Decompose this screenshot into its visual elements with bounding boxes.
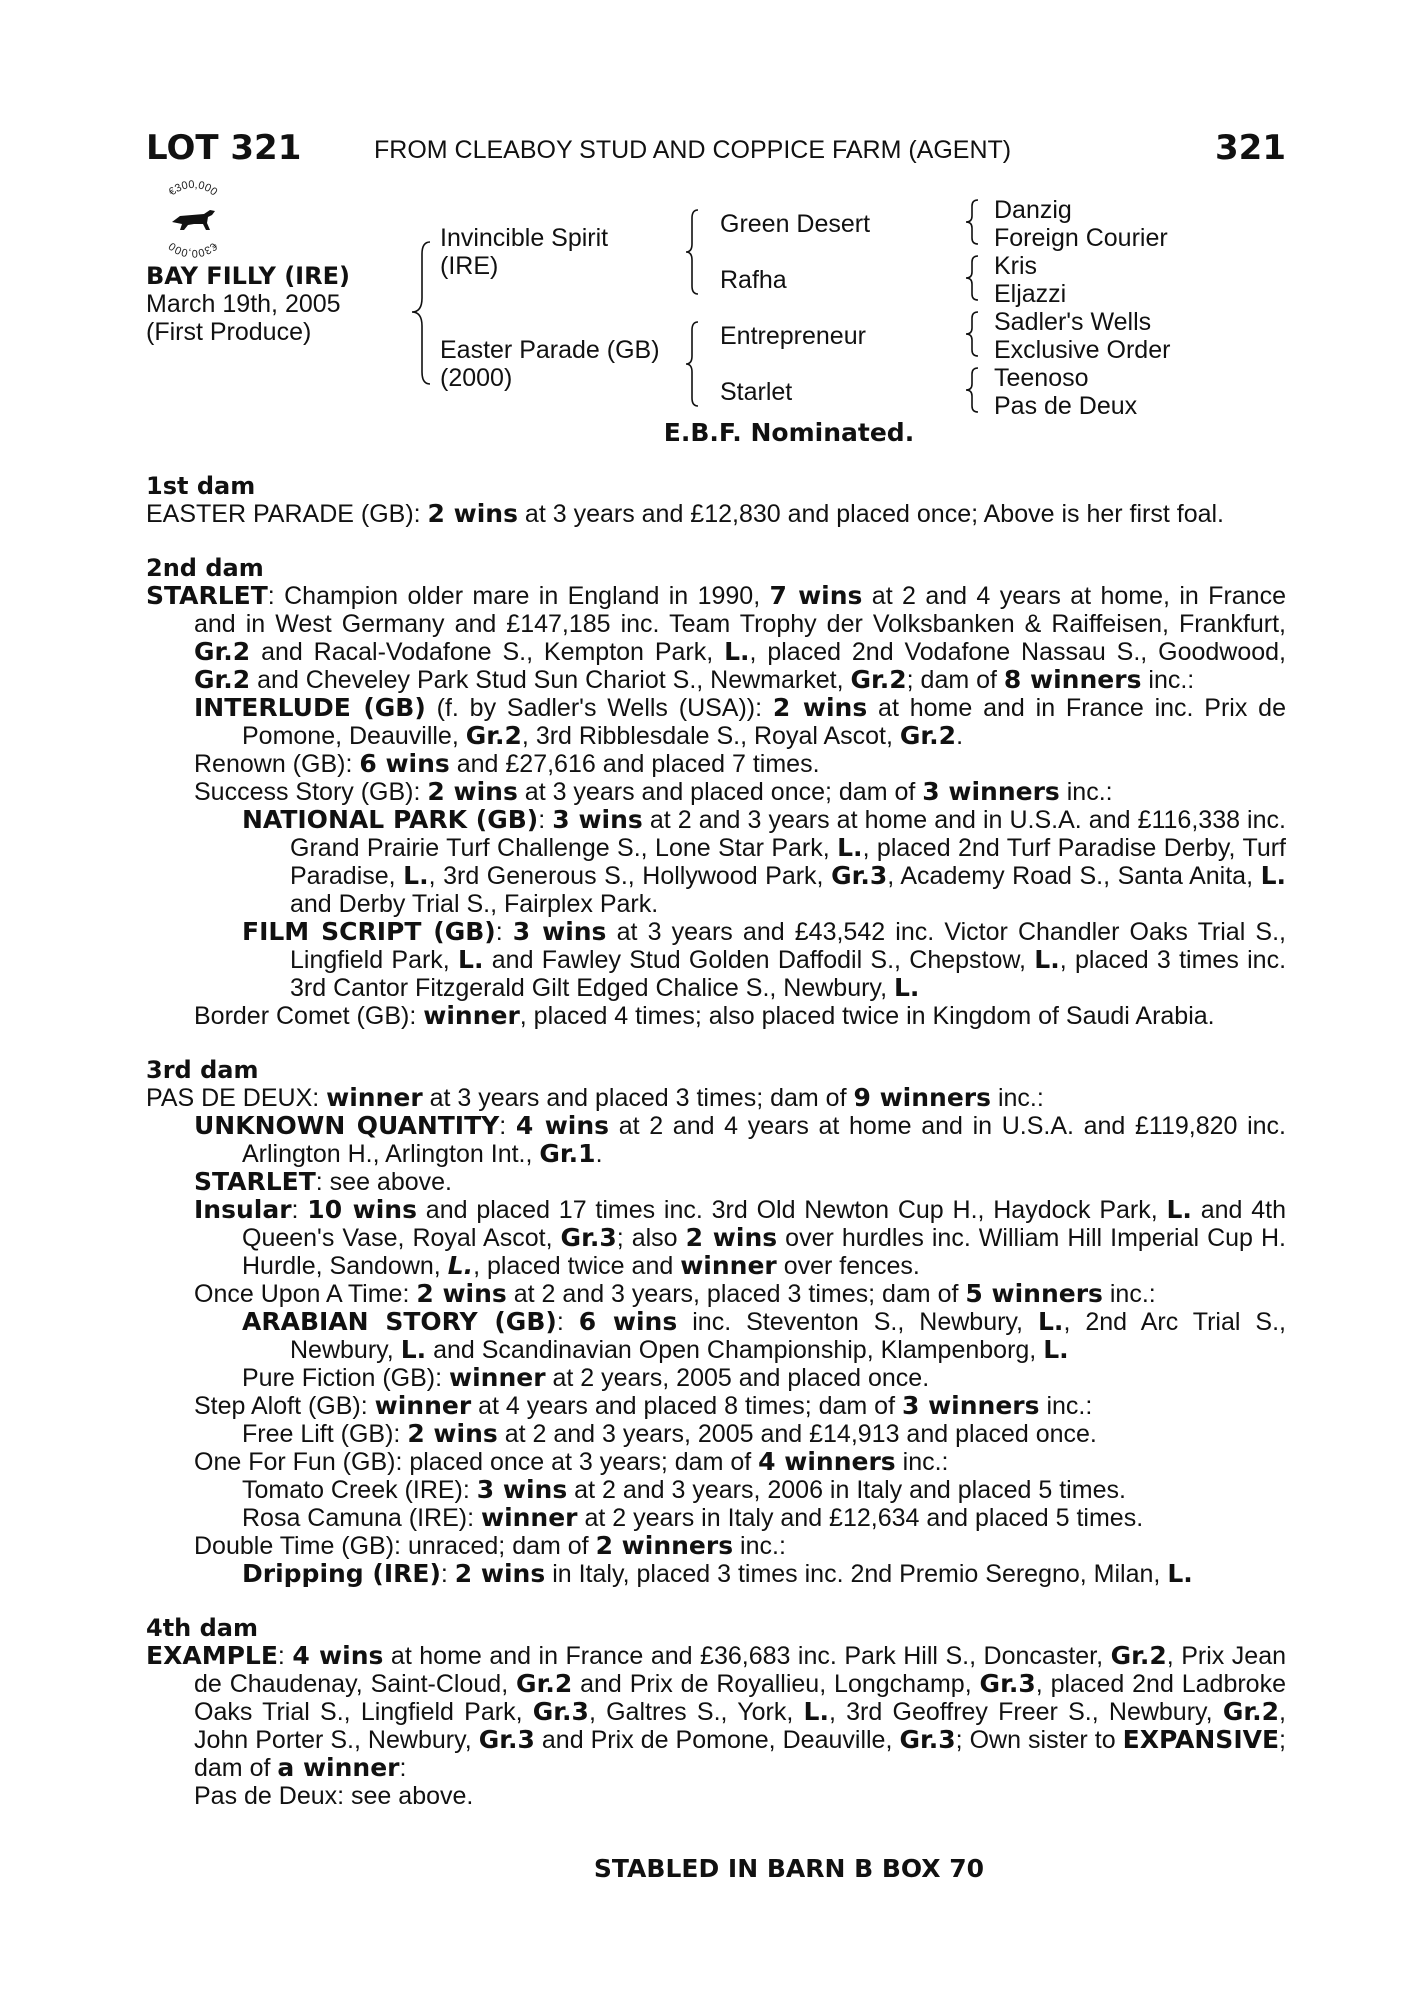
text-run: at 2 years in Italy and £12,634 and placed 5 times. xyxy=(577,1504,1144,1532)
gen3-5: Sadler's Wells xyxy=(994,308,1152,336)
text-run: Tomato Creek (IRE): xyxy=(242,1476,477,1504)
text-run: ; dam of xyxy=(194,1726,1286,1782)
sire-name: Invincible Spirit xyxy=(440,224,609,252)
bold-run: 7 wins xyxy=(769,581,863,610)
bold-run: 4 winners xyxy=(758,1447,896,1476)
bold-run: winner xyxy=(680,1251,777,1280)
text-run: over hurdles inc. William Hill Imperial Cup H. Hurdle, Sandown, xyxy=(242,1224,1286,1280)
text-run: Free Lift (GB): xyxy=(242,1420,408,1448)
bold-run: 3 winners xyxy=(922,777,1060,806)
text-run: Renown (GB): xyxy=(194,750,360,778)
bold-run: winner xyxy=(480,1503,578,1532)
bold-run: L. xyxy=(403,861,429,890)
text-run: , placed 2nd Ladbroke Oaks Trial S., Lingfield Park, xyxy=(194,1670,1286,1726)
text-run: ; also xyxy=(616,1224,686,1252)
dam-section xyxy=(146,554,1286,1030)
pedigree-entry xyxy=(146,1420,1286,1448)
pedigree-entry xyxy=(146,1642,1286,1782)
section-title: 1st dam xyxy=(146,472,256,500)
bold-run: 2 wins xyxy=(685,1223,778,1252)
pedigree-entry xyxy=(146,1504,1286,1532)
text-run: EASTER PARADE (GB): xyxy=(146,500,428,528)
text-run: inc.: xyxy=(1039,1392,1093,1420)
bold-run: L. xyxy=(447,1251,474,1280)
bold-run: 3 wins xyxy=(476,1475,568,1504)
bold-run: Gr.3 xyxy=(979,1669,1036,1698)
text-run: at 3 years and placed once; dam of xyxy=(517,778,923,806)
text-run: at 2 and 3 years at home and in U.S.A. and £116,338 inc. Grand Prairie Turf Challenge S., Lone Star Park, xyxy=(290,806,1286,862)
bold-run: STARLET xyxy=(194,1167,316,1196)
text-run: ; dam of xyxy=(906,666,1004,694)
lot-number: LOT 321 xyxy=(146,128,302,168)
text-run: , placed 4 times; also placed twice in Kingdom of Saudi Arabia. xyxy=(519,1002,1215,1030)
text-run: , 3rd Generous S., Hollywood Park, xyxy=(428,862,832,890)
gen3-2: Foreign Courier xyxy=(994,224,1168,252)
bold-run: L. xyxy=(1260,861,1287,890)
text-run: (f. by Sadler's Wells (USA)): xyxy=(425,694,773,722)
text-run: : xyxy=(538,806,553,834)
text-run: ; Own sister to xyxy=(955,1726,1123,1754)
pedigree-entry xyxy=(146,918,1286,1002)
bold-run: winner xyxy=(374,1391,472,1420)
lot-number-right: 321 xyxy=(1215,128,1286,168)
text-run: , placed 2nd Turf Paradise Derby, Turf Paradise, xyxy=(290,834,1286,890)
text-run: at 2 and 3 years, placed 3 times; dam of xyxy=(506,1280,966,1308)
dam-name: Easter Parade (GB) xyxy=(440,336,660,364)
bold-run: 4 wins xyxy=(515,1111,610,1140)
horse-dob: March 19th, 2005 xyxy=(146,290,341,318)
bold-run: L. xyxy=(837,833,863,862)
text-run: inc.: xyxy=(1059,778,1113,806)
bold-run: 2 wins xyxy=(416,1279,507,1308)
dam-year: (2000) xyxy=(440,364,513,392)
bold-run: Gr.1 xyxy=(539,1139,596,1168)
pedigree-entry xyxy=(146,1280,1286,1308)
bold-run: Gr.2 xyxy=(194,637,251,666)
bold-run: L. xyxy=(1167,1559,1193,1588)
bold-run: 3 winners xyxy=(901,1391,1040,1420)
section-title: 3rd dam xyxy=(146,1056,259,1084)
text-run: and Fawley Stud Golden Daffodil S., Chepstow, xyxy=(483,946,1035,974)
bold-run: Gr.2 xyxy=(194,665,251,694)
bold-run: EXAMPLE xyxy=(146,1641,278,1670)
text-run: inc. Steventon S., Newbury, xyxy=(677,1308,1038,1336)
text-run: : xyxy=(291,1196,308,1224)
pedigree-brace-g3-4 xyxy=(960,364,984,416)
bold-run: Gr.3 xyxy=(560,1223,617,1252)
pedigree-entry xyxy=(146,1168,1286,1196)
text-run: , 3rd Geoffrey Freer S., Newbury, xyxy=(828,1698,1223,1726)
gen3-6: Exclusive Order xyxy=(994,336,1171,364)
bold-run: Gr.3 xyxy=(478,1725,535,1754)
bold-run: 6 wins xyxy=(359,749,450,778)
pedigree-brace-sire xyxy=(680,206,704,298)
text-run: inc.: xyxy=(1141,666,1195,694)
pedigree-entry xyxy=(146,778,1286,806)
dam-section xyxy=(146,1614,1286,1810)
pedigree-entry xyxy=(146,750,1286,778)
text-run: at 3 years and placed 3 times; dam of xyxy=(422,1084,854,1112)
bold-run: L. xyxy=(1166,1195,1192,1224)
gen3-7: Teenoso xyxy=(994,364,1089,392)
sire-country: (IRE) xyxy=(440,252,499,280)
pedigree-entry xyxy=(146,1002,1286,1030)
text-run: in Italy, placed 3 times inc. 2nd Premio Seregno, Milan, xyxy=(545,1560,1168,1588)
bold-run: EXPANSIVE xyxy=(1122,1725,1280,1754)
text-run: at 2 and 4 years at home, in France and in West Germany and £147,185 inc. Team Trophy der Volksbanken & Raiffeisen, Frankfurt, xyxy=(194,582,1286,638)
bold-run: 2 wins xyxy=(407,1419,498,1448)
bold-run: Gr.3 xyxy=(532,1697,589,1726)
pedigree-brace-g3-3 xyxy=(960,308,984,360)
bold-run: 5 winners xyxy=(965,1279,1103,1308)
text-run: inc.: xyxy=(991,1084,1044,1112)
text-run: at home and in France inc. Prix de Pomone, Deauville, xyxy=(242,694,1286,750)
bold-run: L. xyxy=(803,1697,829,1726)
text-run: and Racal-Vodafone S., Kempton Park, xyxy=(250,638,725,666)
text-run: , placed twice and xyxy=(473,1252,681,1280)
bold-run: 6 wins xyxy=(578,1307,678,1336)
bold-run: 2 wins xyxy=(427,777,518,806)
pedigree-entry xyxy=(146,1392,1286,1420)
text-run: Success Story (GB): xyxy=(194,778,428,806)
bold-run: L. xyxy=(458,945,484,974)
text-run: and £27,616 and placed 7 times. xyxy=(449,750,820,778)
text-run: and 4th Queen's Vase, Royal Ascot, xyxy=(242,1196,1286,1252)
text-run: at 4 years and placed 8 times; dam of xyxy=(471,1392,902,1420)
gen2-3: Entrepreneur xyxy=(720,322,866,350)
horse-title: BAY FILLY (IRE) xyxy=(146,262,350,290)
text-run: , Prix Jean de Chaudenay, Saint-Cloud, xyxy=(194,1642,1286,1698)
section-title: 4th dam xyxy=(146,1614,258,1642)
text-run: at 3 years and £12,830 and placed once; Above is her first foal. xyxy=(517,500,1225,528)
bold-run: L. xyxy=(1038,1307,1064,1336)
text-run: at home and in France and £36,683 inc. Park Hill S., Doncaster, xyxy=(383,1642,1111,1670)
svg-text:€300,000 xyxy=(167,240,220,260)
horse-note: (First Produce) xyxy=(146,318,312,346)
pedigree-entry xyxy=(146,582,1286,694)
text-run: : xyxy=(495,918,513,946)
bold-run: winner xyxy=(326,1083,423,1112)
text-run: , 2nd Arc Trial S., Newbury, xyxy=(290,1308,1286,1364)
bold-run: a winner xyxy=(277,1753,400,1782)
bold-run: Insular xyxy=(194,1195,292,1224)
pedigree-brace-main xyxy=(404,232,444,392)
bold-run: INTERLUDE (GB) xyxy=(194,693,426,722)
text-run: at 2 and 4 years at home and in U.S.A. and £119,820 inc. Arlington H., Arlington Int., xyxy=(242,1112,1286,1168)
catalogue-body xyxy=(146,472,1286,1810)
pedigree-brace-g3-1 xyxy=(960,196,984,248)
price-badge-icon xyxy=(152,178,234,260)
pedigree-entry xyxy=(146,1532,1286,1560)
horse-silhouette-icon xyxy=(172,210,215,230)
bold-run: Gr.2 xyxy=(899,721,957,750)
bold-run: Dripping (IRE) xyxy=(242,1559,441,1588)
text-run: : xyxy=(277,1642,293,1670)
horse-info xyxy=(146,262,350,346)
pedigree-entry xyxy=(146,1448,1286,1476)
text-run: at 2 years, 2005 and placed once. xyxy=(545,1364,930,1392)
text-run: Once Upon A Time: xyxy=(194,1280,417,1308)
text-run: One For Fun (GB): placed once at 3 years; dam of xyxy=(194,1448,759,1476)
pedigree-entry xyxy=(146,500,1286,528)
text-run: and placed 17 times inc. 3rd Old Newton Cup H., Haydock Park, xyxy=(417,1196,1167,1224)
bold-run: 4 wins xyxy=(292,1641,384,1670)
gen3-3: Kris xyxy=(994,252,1038,280)
gen2-4: Starlet xyxy=(720,378,793,406)
consignor: FROM CLEABOY STUD AND COPPICE FARM (AGENT) xyxy=(374,136,1012,164)
pedigree-entry xyxy=(146,1308,1286,1364)
bold-run: 9 winners xyxy=(853,1083,992,1112)
text-run: PAS DE DEUX: xyxy=(146,1084,327,1112)
bold-run: winner xyxy=(449,1363,546,1392)
bold-run: Gr.2 xyxy=(516,1669,573,1698)
text-run: , placed 2nd Vodafone Nassau S., Goodwood, xyxy=(749,638,1286,666)
bold-run: L. xyxy=(1034,945,1060,974)
pedigree-brace-dam xyxy=(680,318,704,410)
text-run: over fences. xyxy=(776,1252,920,1280)
text-run: Double Time (GB): unraced; dam of xyxy=(194,1532,596,1560)
pedigree-entry xyxy=(146,1196,1286,1280)
text-run: and Scandinavian Open Championship, Klampenborg, xyxy=(426,1336,1044,1364)
bold-run: L. xyxy=(724,637,750,666)
gen3-4: Eljazzi xyxy=(994,280,1067,308)
bold-run: 10 wins xyxy=(307,1195,417,1224)
stabling-info: STABLED IN BARN B BOX 70 xyxy=(593,1854,985,1883)
bold-run: Gr.3 xyxy=(899,1725,956,1754)
text-run: : xyxy=(499,1112,516,1140)
text-run: Border Comet (GB): xyxy=(194,1002,424,1030)
bold-run: 3 wins xyxy=(552,805,643,834)
text-run: and Derby Trial S., Fairplex Park. xyxy=(290,890,659,918)
pedigree-sire xyxy=(440,224,608,280)
bold-run: 2 winners xyxy=(595,1531,734,1560)
gen2-2: Rafha xyxy=(720,266,787,294)
svg-text:€300,000 xyxy=(167,179,220,199)
pedigree-entry xyxy=(146,1782,1286,1810)
lot-header xyxy=(146,128,1286,172)
bold-run: UNKNOWN QUANTITY xyxy=(194,1111,500,1140)
text-run: and Prix de Royallieu, Longchamp, xyxy=(572,1670,980,1698)
bold-run: 2 wins xyxy=(772,693,868,722)
bold-run: L. xyxy=(400,1335,427,1364)
text-run: : xyxy=(399,1754,407,1782)
gen3-8: Pas de Deux xyxy=(994,392,1138,420)
section-title: 2nd dam xyxy=(146,554,264,582)
text-run: Pas de Deux: see above. xyxy=(194,1782,474,1810)
pedigree-dam xyxy=(440,336,660,392)
text-run: and Cheveley Park Stud Sun Chariot S., Newmarket, xyxy=(250,666,851,694)
pedigree-entry xyxy=(146,1084,1286,1112)
pedigree-entry xyxy=(146,1364,1286,1392)
text-run: , 3rd Ribblesdale S., Royal Ascot, xyxy=(521,722,900,750)
text-run: Step Aloft (GB): xyxy=(194,1392,375,1420)
text-run: inc.: xyxy=(895,1448,949,1476)
text-run: , placed 3 times inc. 3rd Cantor Fitzgerald Gilt Edged Chalice S., Newbury, xyxy=(290,946,1287,1002)
badge-text-bottom: €300,000 xyxy=(166,239,220,260)
bold-run: 3 wins xyxy=(512,917,607,946)
gen2-1: Green Desert xyxy=(720,210,871,238)
pedigree-entry xyxy=(146,1112,1286,1168)
text-run: and Prix de Pomone, Deauville, xyxy=(534,1726,900,1754)
bold-run: ARABIAN STORY (GB) xyxy=(242,1307,557,1336)
bold-run: L. xyxy=(1043,1335,1069,1364)
text-run: at 3 years and £43,542 inc. Victor Chandler Oaks Trial S., Lingfield Park, xyxy=(290,918,1286,974)
dam-section xyxy=(146,472,1286,528)
bold-run: STARLET xyxy=(146,581,268,610)
bold-run: Gr.3 xyxy=(831,861,888,890)
pedigree-entry xyxy=(146,694,1286,750)
text-run: , Academy Road S., Santa Anita, xyxy=(887,862,1261,890)
text-run: at 2 and 3 years, 2006 in Italy and placed 5 times. xyxy=(567,1476,1126,1504)
text-run: : xyxy=(440,1560,455,1588)
bold-run: 2 wins xyxy=(427,499,518,528)
bold-run: FILM SCRIPT (GB) xyxy=(242,917,496,946)
badge-text-top: €300,000 xyxy=(166,178,220,199)
bold-run: 2 wins xyxy=(454,1559,546,1588)
pedigree-entry xyxy=(146,1476,1286,1504)
pedigree-brace-g3-2 xyxy=(960,252,984,304)
text-run: Rosa Camuna (IRE): xyxy=(242,1504,481,1532)
bold-run: 8 winners xyxy=(1003,665,1142,694)
text-run: . xyxy=(595,1140,603,1168)
bold-run: NATIONAL PARK (GB) xyxy=(242,805,539,834)
gen3-1: Danzig xyxy=(994,196,1072,224)
ebf-nominated: E.B.F. Nominated. xyxy=(663,418,915,447)
text-run: : xyxy=(556,1308,579,1336)
text-run: , Galtres S., York, xyxy=(588,1698,804,1726)
pedigree-entry xyxy=(146,1560,1286,1588)
bold-run: L. xyxy=(893,973,920,1002)
pedigree-entry xyxy=(146,806,1286,918)
text-run: Pure Fiction (GB): xyxy=(242,1364,449,1392)
text-run: inc.: xyxy=(733,1532,786,1560)
bold-run: Gr.2 xyxy=(1110,1641,1167,1670)
bold-run: Gr.2 xyxy=(850,665,907,694)
bold-run: winner xyxy=(423,1001,520,1030)
text-run: at 2 and 3 years, 2005 and £14,913 and placed once. xyxy=(497,1420,1097,1448)
text-run: . xyxy=(956,722,964,750)
text-run: inc.: xyxy=(1102,1280,1156,1308)
bold-run: Gr.2 xyxy=(465,721,522,750)
bold-run: Gr.2 xyxy=(1222,1697,1280,1726)
text-run: : see above. xyxy=(315,1168,452,1196)
text-run: : Champion older mare in England in 1990, xyxy=(267,582,770,610)
text-run: , John Porter S., Newbury, xyxy=(194,1698,1286,1754)
dam-section xyxy=(146,1056,1286,1588)
